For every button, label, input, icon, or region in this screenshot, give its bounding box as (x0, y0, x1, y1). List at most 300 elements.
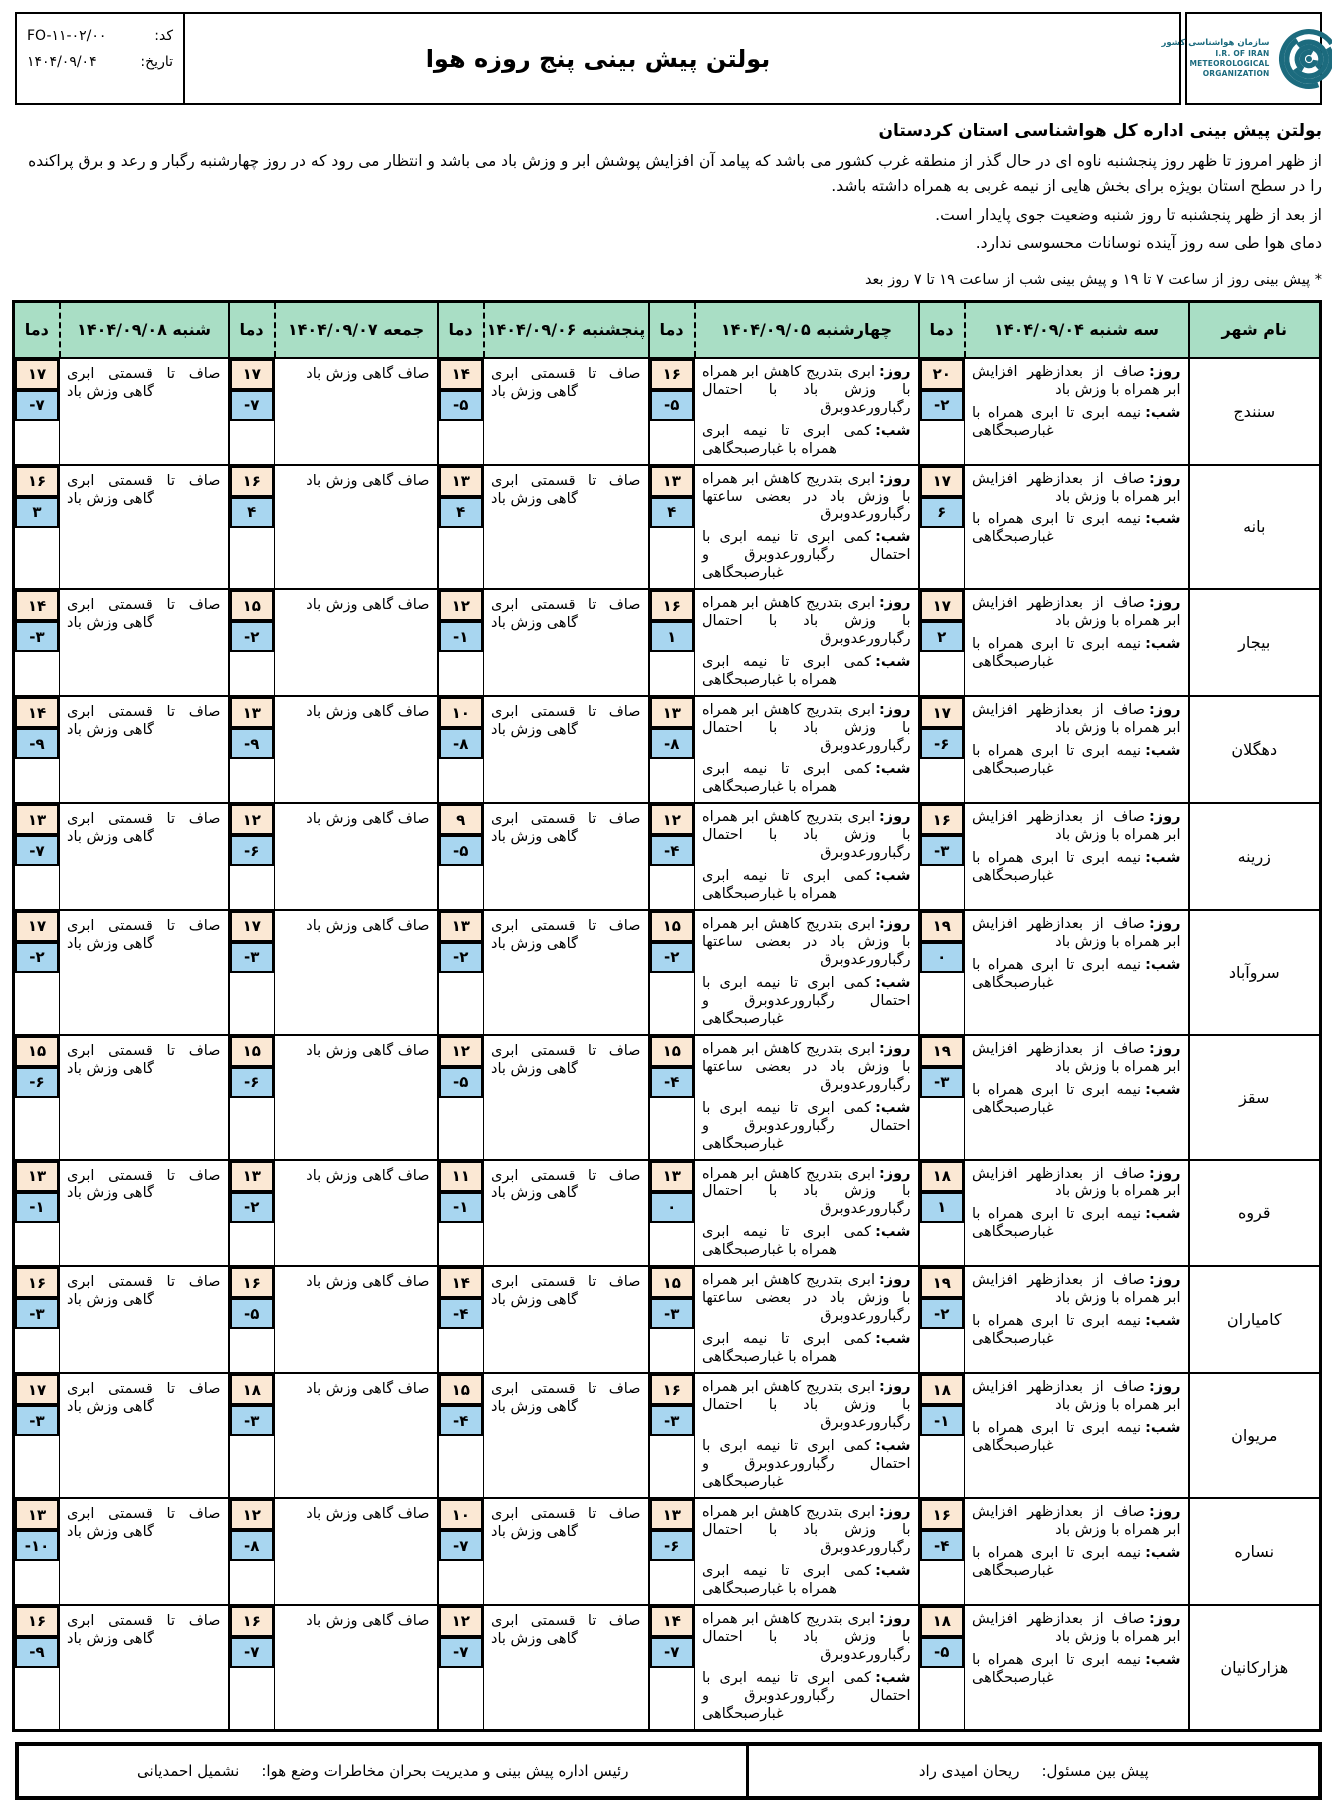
temp-saturday (14, 1160, 60, 1267)
header-temp: دما (14, 302, 60, 358)
forecast-saturday (60, 910, 229, 1035)
org-name-en: ORGANIZATION (1202, 68, 1270, 78)
city-name: مریوان (1189, 1373, 1321, 1498)
day-temp: ۱۷ (230, 359, 275, 390)
day-prefix: روز: (878, 1610, 911, 1627)
day-forecast-text: ابری بتدریج کاهش ابر همراه با وزش باد با احتمال رگبارورعدوبرق (702, 1379, 911, 1432)
forecast-friday (275, 803, 438, 910)
header-friday: جمعه ۱۴۰۴/۰۹/۰۷ (275, 302, 438, 358)
temp-wednesday (649, 358, 695, 465)
day-temp: ۱۶ (650, 590, 695, 621)
night-prefix: شب: (875, 867, 911, 884)
night-forecast (702, 423, 911, 459)
forecast-tuesday (965, 1160, 1189, 1267)
forecast-tuesday (965, 1035, 1189, 1160)
forecast-text: صاف تا قسمتی ابری گاهی وزش باد (491, 1381, 641, 1416)
day-temp: ۱۵ (15, 1036, 59, 1067)
city-name: نساره (1189, 1498, 1321, 1605)
temp-friday (229, 1160, 275, 1267)
day-forecast (972, 471, 1181, 507)
temp-wednesday (649, 589, 695, 696)
night-temp: -۷ (230, 390, 275, 421)
forecast-saturday (60, 803, 229, 910)
temp-saturday (14, 910, 60, 1035)
day-temp: ۱۳ (230, 1161, 275, 1192)
night-forecast-text: نیمه ابری تا ابری همراه با غبارصبحگاهی (972, 743, 1142, 778)
day-prefix: روز: (1148, 1040, 1181, 1057)
forecast-text: صاف گاهی وزش باد (306, 1506, 430, 1522)
night-temp: -۸ (439, 728, 484, 759)
night-temp: -۷ (15, 390, 59, 421)
day-forecast-text: ابری بتدریج کاهش ابر همراه با وزش باد با احتمال رگبارورعدوبرق (702, 363, 911, 416)
table-row (14, 1035, 1321, 1160)
date-label: تاریخ: (140, 54, 173, 70)
night-forecast-text: کمی ابری تا نیمه ابری با احتمال رگبارورعدوبرق و غبارصبحگاهی (702, 1669, 911, 1722)
night-temp: -۶ (920, 728, 965, 759)
temp-thursday (438, 1605, 484, 1730)
forecast-thursday (484, 1035, 649, 1160)
night-forecast (702, 761, 911, 797)
forecast-saturday (60, 696, 229, 803)
night-forecast (972, 1082, 1181, 1118)
temp-tuesday (919, 358, 965, 465)
day-prefix: روز: (878, 595, 911, 612)
forecast-text: صاف گاهی وزش باد (306, 704, 430, 721)
forecast-saturday (60, 1266, 229, 1373)
night-prefix: شب: (875, 1224, 911, 1241)
night-temp: -۶ (15, 1067, 59, 1098)
temp-wednesday (649, 1498, 695, 1605)
day-temp: ۱۲ (439, 1606, 484, 1637)
temp-thursday (438, 358, 484, 465)
day-forecast (702, 1611, 911, 1665)
day-forecast-text: صاف از بعدازظهر افزایش ابر همراه با وزش باد (972, 809, 1181, 843)
day-temp: ۱۴ (439, 1267, 484, 1298)
day-temp: ۱۶ (650, 1374, 695, 1405)
table-row (14, 589, 1321, 696)
night-prefix: شب: (875, 1099, 911, 1116)
day-forecast (972, 1611, 1181, 1647)
night-forecast (702, 1100, 911, 1154)
day-forecast-text: ابری بتدریج کاهش ابر همراه با وزش باد با احتمال رگبارورعدوبرق (702, 1504, 911, 1556)
day-prefix: روز: (1148, 1610, 1181, 1627)
day-forecast (702, 471, 911, 525)
night-forecast-text: نیمه ابری تا ابری همراه با غبارصبحگاهی (972, 1420, 1142, 1455)
forecast-text: صاف تا قسمتی ابری گاهی وزش باد (67, 1506, 221, 1540)
night-temp: ۱ (920, 1192, 965, 1223)
day-temp: ۱۳ (230, 697, 275, 728)
day-temp: ۱۵ (650, 1036, 695, 1067)
date-value: ۱۴۰۴/۰۹/۰۴ (27, 54, 97, 70)
night-temp: -۲ (439, 942, 484, 973)
night-forecast (702, 654, 911, 690)
temp-wednesday (649, 1035, 695, 1160)
forecast-saturday (60, 358, 229, 465)
forecast-thursday (484, 358, 649, 465)
day-temp: ۱۶ (920, 1499, 965, 1530)
day-temp: ۱۲ (230, 1499, 275, 1530)
forecast-thursday (484, 465, 649, 590)
day-temp: ۱۷ (920, 466, 965, 497)
day-forecast (702, 916, 911, 970)
forecast-wednesday (695, 1035, 919, 1160)
night-forecast (972, 1313, 1181, 1349)
night-forecast-text: نیمه ابری تا ابری همراه با غبارصبحگاهی (972, 1544, 1142, 1579)
forecast-text: صاف تا قسمتی ابری گاهی وزش باد (67, 917, 221, 952)
temp-thursday (438, 1373, 484, 1498)
night-temp: -۵ (230, 1298, 275, 1329)
forecast-wednesday (695, 696, 919, 803)
city-name: کامیاران (1189, 1266, 1321, 1373)
night-temp: -۸ (230, 1530, 275, 1561)
day-forecast (702, 595, 911, 649)
forecast-saturday (60, 465, 229, 590)
night-temp: -۱ (920, 1405, 965, 1436)
day-forecast-text: ابری بتدریج کاهش ابر همراه با وزش باد با احتمال رگبارورعدوبرق (702, 1610, 911, 1663)
day-temp: ۱۳ (650, 1499, 695, 1530)
forecaster-label: پیش بین مسئول: (1041, 1761, 1149, 1780)
day-forecast (702, 1272, 911, 1326)
night-forecast (702, 1331, 911, 1367)
temp-tuesday (919, 696, 965, 803)
forecast-text: صاف تا قسمتی ابری گاهی وزش باد (491, 1042, 641, 1077)
forecast-paragraph: از بعد از ظهر پنجشنبه تا روز شنبه وضعیت جوی پایدار است. (935, 205, 1322, 224)
day-forecast-text: صاف از بعدازظهر افزایش ابر همراه با وزش باد (972, 1610, 1181, 1645)
night-temp: -۲ (920, 390, 965, 421)
table-row (14, 358, 1321, 465)
night-forecast-text: نیمه ابری تا ابری همراه با غبارصبحگاهی (972, 1206, 1142, 1241)
intro-section (15, 121, 1322, 288)
header-wednesday: چهارشنبه ۱۴۰۴/۰۹/۰۵ (695, 302, 919, 358)
city-name: زرینه (1189, 803, 1321, 910)
temp-thursday (438, 910, 484, 1035)
night-temp: -۹ (15, 1637, 59, 1668)
forecast-text: صاف تا قسمتی ابری گاهی وزش باد (491, 1274, 641, 1309)
forecast-text: صاف تا قسمتی ابری گاهی وزش باد (491, 704, 641, 739)
temp-thursday (438, 696, 484, 803)
day-prefix: روز: (1148, 915, 1181, 932)
night-forecast-text: کمی ابری تا نیمه ابری همراه با غبارصبحگاهی (702, 867, 872, 902)
forecast-text: صاف تا قسمتی ابری گاهی وزش باد (491, 472, 641, 507)
day-temp: ۱۶ (230, 466, 275, 497)
day-forecast (702, 1166, 911, 1220)
day-prefix: روز: (1148, 1504, 1181, 1520)
temp-saturday (14, 803, 60, 910)
logo-box (1161, 12, 1322, 105)
forecast-text: صاف تا قسمتی ابری گاهی وزش باد (67, 365, 221, 400)
night-prefix: شب: (1145, 1420, 1181, 1437)
forecast-tuesday (965, 358, 1189, 465)
temp-wednesday (649, 1605, 695, 1730)
table-row (14, 696, 1321, 803)
night-forecast (972, 1545, 1181, 1581)
day-prefix: روز: (878, 1379, 911, 1396)
day-forecast-text: ابری بتدریج کاهش ابر همراه با وزش باد در بعضی ساعتها رگبارورعدوبرق (702, 1272, 911, 1325)
forecast-thursday (484, 1373, 649, 1498)
night-prefix: شب: (875, 974, 911, 991)
forecast-tuesday (965, 803, 1189, 910)
day-forecast (702, 1379, 911, 1433)
night-temp: -۶ (230, 835, 275, 866)
forecast-text: صاف گاهی وزش باد (306, 1274, 430, 1291)
day-forecast (972, 916, 1181, 952)
city-name: بیجار (1189, 589, 1321, 696)
night-prefix: شب: (875, 761, 911, 778)
night-forecast-text: نیمه ابری تا ابری همراه با غبارصبحگاهی (972, 956, 1142, 991)
temp-wednesday (649, 803, 695, 910)
night-temp: -۱ (15, 1192, 59, 1223)
temp-saturday (14, 358, 60, 465)
night-prefix: شب: (1145, 956, 1181, 973)
forecast-friday (275, 1266, 438, 1373)
temp-tuesday (919, 910, 965, 1035)
day-temp: ۱۳ (439, 466, 484, 497)
director-name: نشمیل احمدیانی (137, 1761, 240, 1780)
forecast-text: صاف تا قسمتی ابری گاهی وزش باد (491, 597, 641, 632)
temp-wednesday (649, 1373, 695, 1498)
forecast-wednesday (695, 1605, 919, 1730)
forecast-tuesday (965, 1373, 1189, 1498)
city-name: دهگلان (1189, 696, 1321, 803)
header-temp: دما (649, 302, 695, 358)
night-temp: -۳ (230, 1405, 275, 1436)
night-temp: -۲ (15, 942, 59, 973)
table-row (14, 1605, 1321, 1730)
night-temp: -۵ (439, 835, 484, 866)
forecast-saturday (60, 589, 229, 696)
night-forecast (702, 1438, 911, 1492)
night-prefix: شب: (1145, 1651, 1181, 1668)
night-forecast (702, 1224, 911, 1260)
night-temp: -۲ (230, 621, 275, 652)
forecast-text: صاف گاهی وزش باد (306, 365, 430, 382)
temp-tuesday (919, 1498, 965, 1605)
night-temp: -۳ (650, 1405, 695, 1436)
night-forecast (702, 529, 911, 583)
night-temp: -۹ (230, 728, 275, 759)
city-name: سروآباد (1189, 910, 1321, 1035)
night-prefix: شب: (875, 654, 911, 671)
night-prefix: شب: (1145, 1206, 1181, 1223)
forecast-thursday (484, 589, 649, 696)
forecast-paragraph: از ظهر امروز تا ظهر روز پنجشنبه ناوه ای در حال گذر از منطقه غرب کشور می باشد که پیامد آن افزایش پوشش ابر و وزش باد می باشد و انتظار می رود که در روز چهارشنبه رگبار و رعد و برق پراکنده را در سطح استان بویژه برای بخش هایی از نیمه غربی به همراه داشته باشد. (28, 152, 1322, 195)
forecast-text: صاف گاهی وزش باد (306, 472, 430, 489)
day-temp: ۱۹ (920, 1036, 965, 1067)
day-forecast-text: صاف از بعدازظهر افزایش ابر همراه با وزش باد (972, 1504, 1181, 1538)
temp-saturday (14, 1373, 60, 1498)
forecast-friday (275, 1373, 438, 1498)
forecast-thursday (484, 696, 649, 803)
day-forecast-text: صاف از بعدازظهر افزایش ابر همراه با وزش باد (972, 595, 1181, 630)
day-temp: ۱۳ (15, 1499, 59, 1530)
night-temp: -۵ (439, 1067, 484, 1098)
header-city: نام شهر (1189, 302, 1321, 358)
night-temp: ۰ (650, 1192, 695, 1223)
night-temp: -۴ (650, 1067, 695, 1098)
day-temp: ۹ (439, 804, 484, 835)
forecast-text: صاف تا قسمتی ابری گاهی وزش باد (491, 1506, 641, 1540)
footer (15, 1742, 1322, 1800)
day-forecast-text: صاف از بعدازظهر افزایش ابر همراه با وزش باد (972, 915, 1181, 950)
night-forecast-text: کمی ابری تا نیمه ابری همراه با غبارصبحگاهی (702, 761, 872, 796)
forecast-tuesday (965, 465, 1189, 590)
night-temp: -۶ (230, 1067, 275, 1098)
day-forecast-text: ابری بتدریج کاهش ابر همراه با وزش باد در بعضی ساعتها رگبارورعدوبرق (702, 915, 911, 968)
forecast-friday (275, 465, 438, 590)
temp-thursday (438, 1266, 484, 1373)
forecast-thursday (484, 1605, 649, 1730)
day-temp: ۲۰ (920, 359, 965, 390)
day-prefix: روز: (1148, 1272, 1181, 1289)
night-temp: ۴ (650, 497, 695, 528)
night-temp: ۱ (650, 621, 695, 652)
day-forecast-text: ابری بتدریج کاهش ابر همراه با وزش باد با احتمال رگبارورعدوبرق (702, 1165, 911, 1218)
night-forecast-text: کمی ابری تا نیمه ابری با احتمال رگبارورعدوبرق و غبارصبحگاهی (702, 529, 911, 582)
forecast-friday (275, 358, 438, 465)
night-prefix: شب: (1145, 404, 1181, 421)
day-temp: ۱۵ (439, 1374, 484, 1405)
night-forecast-text: کمی ابری تا نیمه ابری همراه با غبارصبحگاهی (702, 422, 872, 457)
forecast-thursday (484, 803, 649, 910)
night-forecast (972, 743, 1181, 779)
code-line (27, 28, 173, 44)
day-forecast (972, 364, 1181, 400)
night-forecast-text: کمی ابری تا نیمه ابری همراه با غبارصبحگاهی (702, 1562, 872, 1597)
forecast-text: صاف تا قسمتی ابری گاهی وزش باد (67, 597, 221, 632)
day-prefix: روز: (1148, 702, 1181, 719)
day-prefix: روز: (878, 1272, 911, 1289)
day-prefix: روز: (878, 809, 911, 826)
forecast-friday (275, 696, 438, 803)
day-forecast (972, 1041, 1181, 1077)
night-temp: -۷ (439, 1530, 484, 1561)
day-temp: ۱۷ (15, 359, 59, 390)
day-temp: ۱۵ (230, 1036, 275, 1067)
temp-friday (229, 1035, 275, 1160)
day-temp: ۱۲ (439, 590, 484, 621)
day-temp: ۱۷ (920, 697, 965, 728)
temp-tuesday (919, 589, 965, 696)
day-prefix: روز: (1148, 1165, 1181, 1182)
temp-saturday (14, 589, 60, 696)
forecast-wednesday (695, 803, 919, 910)
temp-saturday (14, 696, 60, 803)
temp-friday (229, 358, 275, 465)
night-prefix: شب: (875, 529, 911, 546)
day-temp: ۱۰ (439, 1499, 484, 1530)
day-temp: ۱۳ (650, 1161, 695, 1192)
temp-tuesday (919, 1160, 965, 1267)
day-temp: ۱۲ (439, 1036, 484, 1067)
day-forecast-text: ابری بتدریج کاهش ابر همراه با وزش باد با احتمال رگبارورعدوبرق (702, 702, 911, 755)
night-temp: ۲ (920, 621, 965, 652)
night-temp: -۷ (650, 1637, 695, 1668)
temp-friday (229, 1373, 275, 1498)
temp-friday (229, 803, 275, 910)
day-forecast-text: ابری بتدریج کاهش ابر همراه با وزش باد در بعضی ساعتها رگبارورعدوبرق (702, 1040, 911, 1093)
night-prefix: شب: (875, 1562, 911, 1579)
night-temp: -۵ (650, 390, 695, 421)
temp-friday (229, 1498, 275, 1605)
day-prefix: روز: (878, 915, 911, 932)
night-temp: -۳ (650, 1298, 695, 1329)
day-forecast (972, 1379, 1181, 1415)
forecast-wednesday (695, 910, 919, 1035)
night-temp: -۲ (920, 1298, 965, 1329)
forecast-friday (275, 1035, 438, 1160)
forecast-saturday (60, 1035, 229, 1160)
day-prefix: روز: (878, 1504, 911, 1520)
night-forecast (702, 868, 911, 904)
forecast-wednesday (695, 1160, 919, 1267)
night-forecast (972, 850, 1181, 886)
forecast-thursday (484, 1498, 649, 1605)
forecaster-cell (746, 1746, 1318, 1796)
temp-friday (229, 910, 275, 1035)
temp-friday (229, 1605, 275, 1730)
date-line (27, 54, 173, 70)
city-name: سقز (1189, 1035, 1321, 1160)
forecast-text: صاف گاهی وزش باد (306, 1167, 430, 1184)
temp-tuesday (919, 465, 965, 590)
day-temp: ۱۱ (439, 1161, 484, 1192)
day-temp: ۱۶ (230, 1606, 275, 1637)
day-temp: ۱۳ (15, 1161, 59, 1192)
night-forecast-text: کمی ابری تا نیمه ابری با احتمال رگبارورعدوبرق و غبارصبحگاهی (702, 974, 911, 1027)
forecast-note: * پیش بینی روز از ساعت ۷ تا ۱۹ و پیش بینی شب از ساعت ۱۹ تا ۷ روز بعد (864, 272, 1322, 289)
day-temp: ۱۴ (650, 1606, 695, 1637)
day-temp: ۱۶ (920, 804, 965, 835)
day-temp: ۱۷ (920, 590, 965, 621)
day-temp: ۱۶ (650, 359, 695, 390)
night-temp: -۳ (15, 1405, 59, 1436)
director-label: رئیس اداره پیش بینی و مدیریت بحران مخاطرات وضع هوا: (261, 1761, 629, 1780)
night-prefix: شب: (1145, 636, 1181, 653)
table-row (14, 1373, 1321, 1498)
day-prefix: روز: (1148, 595, 1181, 612)
day-forecast (702, 809, 911, 863)
forecast-wednesday (695, 358, 919, 465)
night-temp: ۳ (15, 497, 59, 528)
org-name-en: METEOROLOGICAL (1189, 59, 1270, 69)
forecast-wednesday (695, 1266, 919, 1373)
day-forecast-text: صاف از بعدازظهر افزایش ابر همراه با وزش باد (972, 470, 1181, 505)
night-temp: -۶ (650, 1530, 695, 1561)
night-prefix: شب: (1145, 743, 1181, 760)
night-temp: -۱۰ (15, 1530, 59, 1561)
day-forecast-text: صاف از بعدازظهر افزایش ابر همراه با وزش باد (972, 1040, 1181, 1075)
day-temp: ۱۳ (650, 697, 695, 728)
day-temp: ۱۳ (15, 804, 59, 835)
night-forecast (972, 405, 1181, 441)
day-temp: ۱۵ (650, 911, 695, 942)
forecast-tuesday (965, 589, 1189, 696)
night-forecast (972, 1652, 1181, 1688)
forecast-text: صاف تا قسمتی ابری گاهی وزش باد (491, 917, 641, 952)
temp-friday (229, 1266, 275, 1373)
day-forecast (972, 702, 1181, 738)
night-forecast (972, 1206, 1181, 1242)
temp-wednesday (649, 910, 695, 1035)
day-forecast-text: صاف از بعدازظهر افزایش ابر همراه با وزش باد (972, 363, 1181, 398)
night-forecast (702, 1563, 911, 1599)
forecast-text: صاف تا قسمتی ابری گاهی وزش باد (67, 1274, 221, 1309)
forecast-saturday (60, 1605, 229, 1730)
day-forecast (972, 1272, 1181, 1308)
temp-saturday (14, 1498, 60, 1605)
night-temp: -۷ (439, 1637, 484, 1668)
forecast-wednesday (695, 589, 919, 696)
